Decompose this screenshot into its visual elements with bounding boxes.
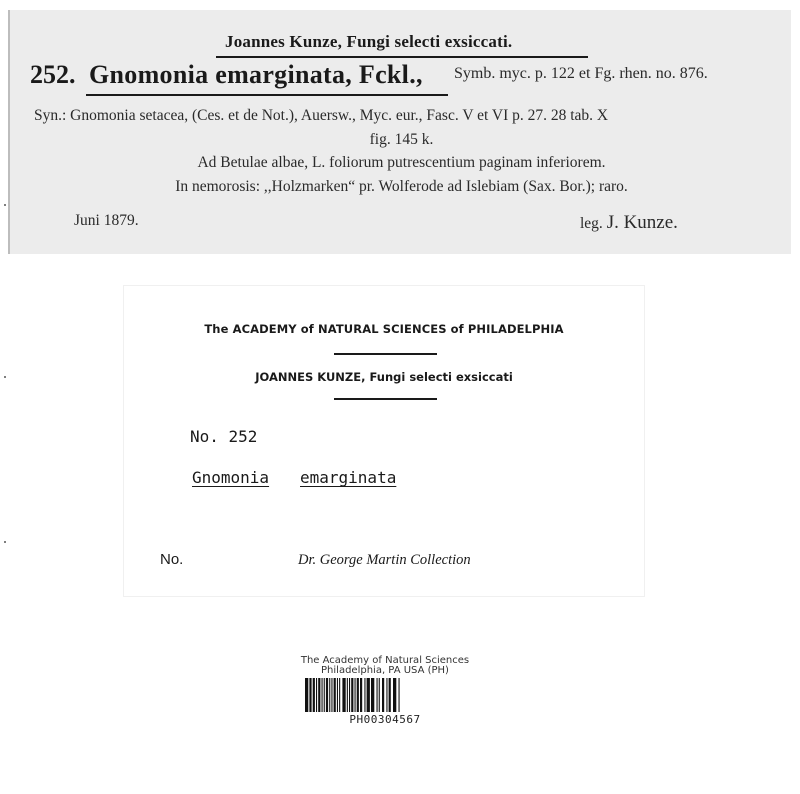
barcode-location: Philadelphia, PA USA (PH) bbox=[321, 665, 449, 676]
locality-line: In nemorosis: ,,Holzmarken“ pr. Wolferode ad Islebiam (Sax. Bor.); raro. bbox=[175, 178, 628, 195]
synonym-figure: fig. 145 k. bbox=[369, 131, 434, 148]
barcode-icon bbox=[303, 678, 467, 712]
collection-date: Juni 1879. bbox=[74, 212, 139, 229]
exsiccata-label bbox=[8, 10, 791, 254]
barcode-institution: The Academy of Natural Sciences bbox=[300, 655, 470, 666]
species-epithet: emarginata bbox=[300, 468, 397, 487]
synonym-line: Syn.: Gnomonia setacea, (Ces. et de Not.), Auersw., Myc. eur., Fasc. V et VI p. 27. 28 tab. X bbox=[34, 107, 609, 124]
speck bbox=[4, 376, 6, 378]
species-name: Gnomonia emarginata, Fckl., bbox=[89, 60, 423, 89]
speck bbox=[4, 541, 6, 543]
literature-reference: Symb. myc. p. 122 et Fg. rhen. no. 876. bbox=[454, 65, 708, 82]
divider bbox=[334, 398, 437, 400]
martin-collection: Dr. George Martin Collection bbox=[298, 552, 471, 568]
collector bbox=[580, 212, 678, 234]
collector-prefix: leg. bbox=[580, 215, 603, 232]
collection-name: JOANNES KUNZE, Fungi selecti exsiccati bbox=[255, 370, 513, 384]
academy-label bbox=[124, 286, 644, 596]
specimen-number: No. 252 bbox=[190, 427, 258, 446]
no-label: No. bbox=[160, 551, 184, 568]
species-rule bbox=[86, 94, 448, 96]
barcode-label bbox=[300, 648, 470, 728]
exsiccata-number: 252. bbox=[30, 60, 76, 89]
series-title: Joannes Kunze, Fungi selecti exsiccati. bbox=[225, 32, 513, 51]
barcode-number: PH00304567 bbox=[349, 713, 421, 726]
title-rule bbox=[216, 56, 588, 58]
institution-name: The ACADEMY of NATURAL SCIENCES of PHILADELPHIA bbox=[204, 322, 564, 336]
speck bbox=[4, 204, 6, 206]
divider bbox=[334, 353, 437, 355]
collector-name: J. Kunze. bbox=[606, 212, 678, 233]
genus-name: Gnomonia bbox=[192, 468, 270, 487]
host-line: Ad Betulae albae, L. foliorum putrescentium paginam inferiorem. bbox=[197, 154, 606, 171]
